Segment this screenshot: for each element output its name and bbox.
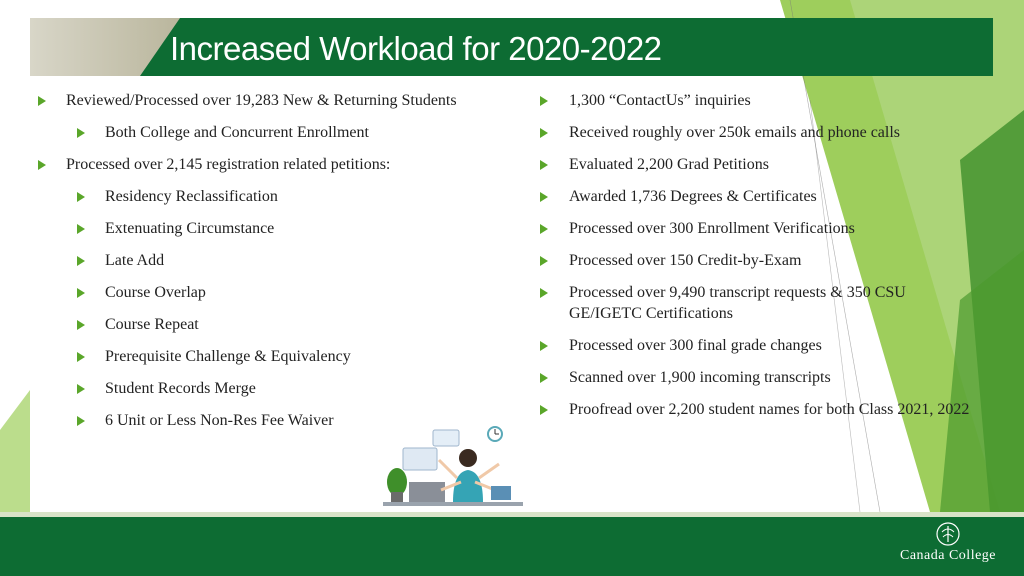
bullet-icon — [77, 128, 85, 138]
list-item: Scanned over 1,900 incoming transcripts — [540, 367, 980, 388]
list-item: Processed over 2,145 registration related petitions: — [38, 154, 528, 175]
bullet-icon — [540, 128, 548, 138]
green-stripe-bottom-left — [0, 390, 30, 512]
list-item: 1,300 “ContactUs” inquiries — [540, 90, 980, 111]
bullet-icon — [77, 256, 85, 266]
list-item: Processed over 9,490 transcript requests & 350 CSU GE/IGETC Certifications — [540, 282, 980, 324]
bullet-icon — [540, 192, 548, 202]
list-item: Course Overlap — [38, 282, 528, 303]
list-item: Processed over 150 Credit-by-Exam — [540, 250, 980, 271]
bullet-icon — [540, 405, 548, 415]
bullet-icon — [77, 224, 85, 234]
bullet-icon — [77, 320, 85, 330]
list-item: Both College and Concurrent Enrollment — [38, 122, 528, 143]
college-logo — [896, 520, 1000, 572]
list-item: Course Repeat — [38, 314, 528, 335]
list-item: Late Add — [38, 250, 528, 271]
multitasking-worker-illustration — [373, 420, 533, 512]
bullet-icon — [540, 256, 548, 266]
bullet-icon — [540, 341, 548, 351]
footer-bar — [0, 517, 1024, 576]
bullet-icon — [540, 160, 548, 170]
bullet-icon — [77, 192, 85, 202]
list-item: Prerequisite Challenge & Equivalency — [38, 346, 528, 367]
list-item: Student Records Merge — [38, 378, 528, 399]
list-item: 6 Unit or Less Non-Res Fee Waiver — [38, 410, 528, 431]
bullet-icon — [38, 160, 46, 170]
right-bullet-list — [540, 90, 980, 420]
page-title: Increased Workload for 2020-2022 — [170, 30, 662, 67]
bullet-icon — [540, 96, 548, 106]
list-item: Proofread over 2,200 student names for both Class 2021, 2022 — [540, 399, 980, 420]
logo-emblem-icon — [896, 520, 1000, 550]
bullet-icon — [540, 288, 548, 298]
bullet-icon — [77, 288, 85, 298]
list-item: Processed over 300 Enrollment Verifications — [540, 218, 980, 239]
bullet-icon — [540, 224, 548, 234]
left-bullet-list — [38, 90, 528, 431]
bullet-icon — [77, 384, 85, 394]
list-item: Processed over 300 final grade changes — [540, 335, 980, 356]
list-item: Awarded 1,736 Degrees & Certificates — [540, 186, 980, 207]
bullet-icon — [38, 96, 46, 106]
logo-text: Canada College — [899, 548, 997, 563]
bullet-icon — [77, 352, 85, 362]
bullet-icon — [540, 373, 548, 383]
list-item: Residency Reclassification — [38, 186, 528, 207]
list-item: Received roughly over 250k emails and phone calls — [540, 122, 980, 143]
list-item: Evaluated 2,200 Grad Petitions — [540, 154, 980, 175]
bullet-icon — [77, 416, 85, 426]
list-item: Extenuating Circumstance — [38, 218, 528, 239]
list-item: Reviewed/Processed over 19,283 New & Returning Students — [38, 90, 528, 111]
